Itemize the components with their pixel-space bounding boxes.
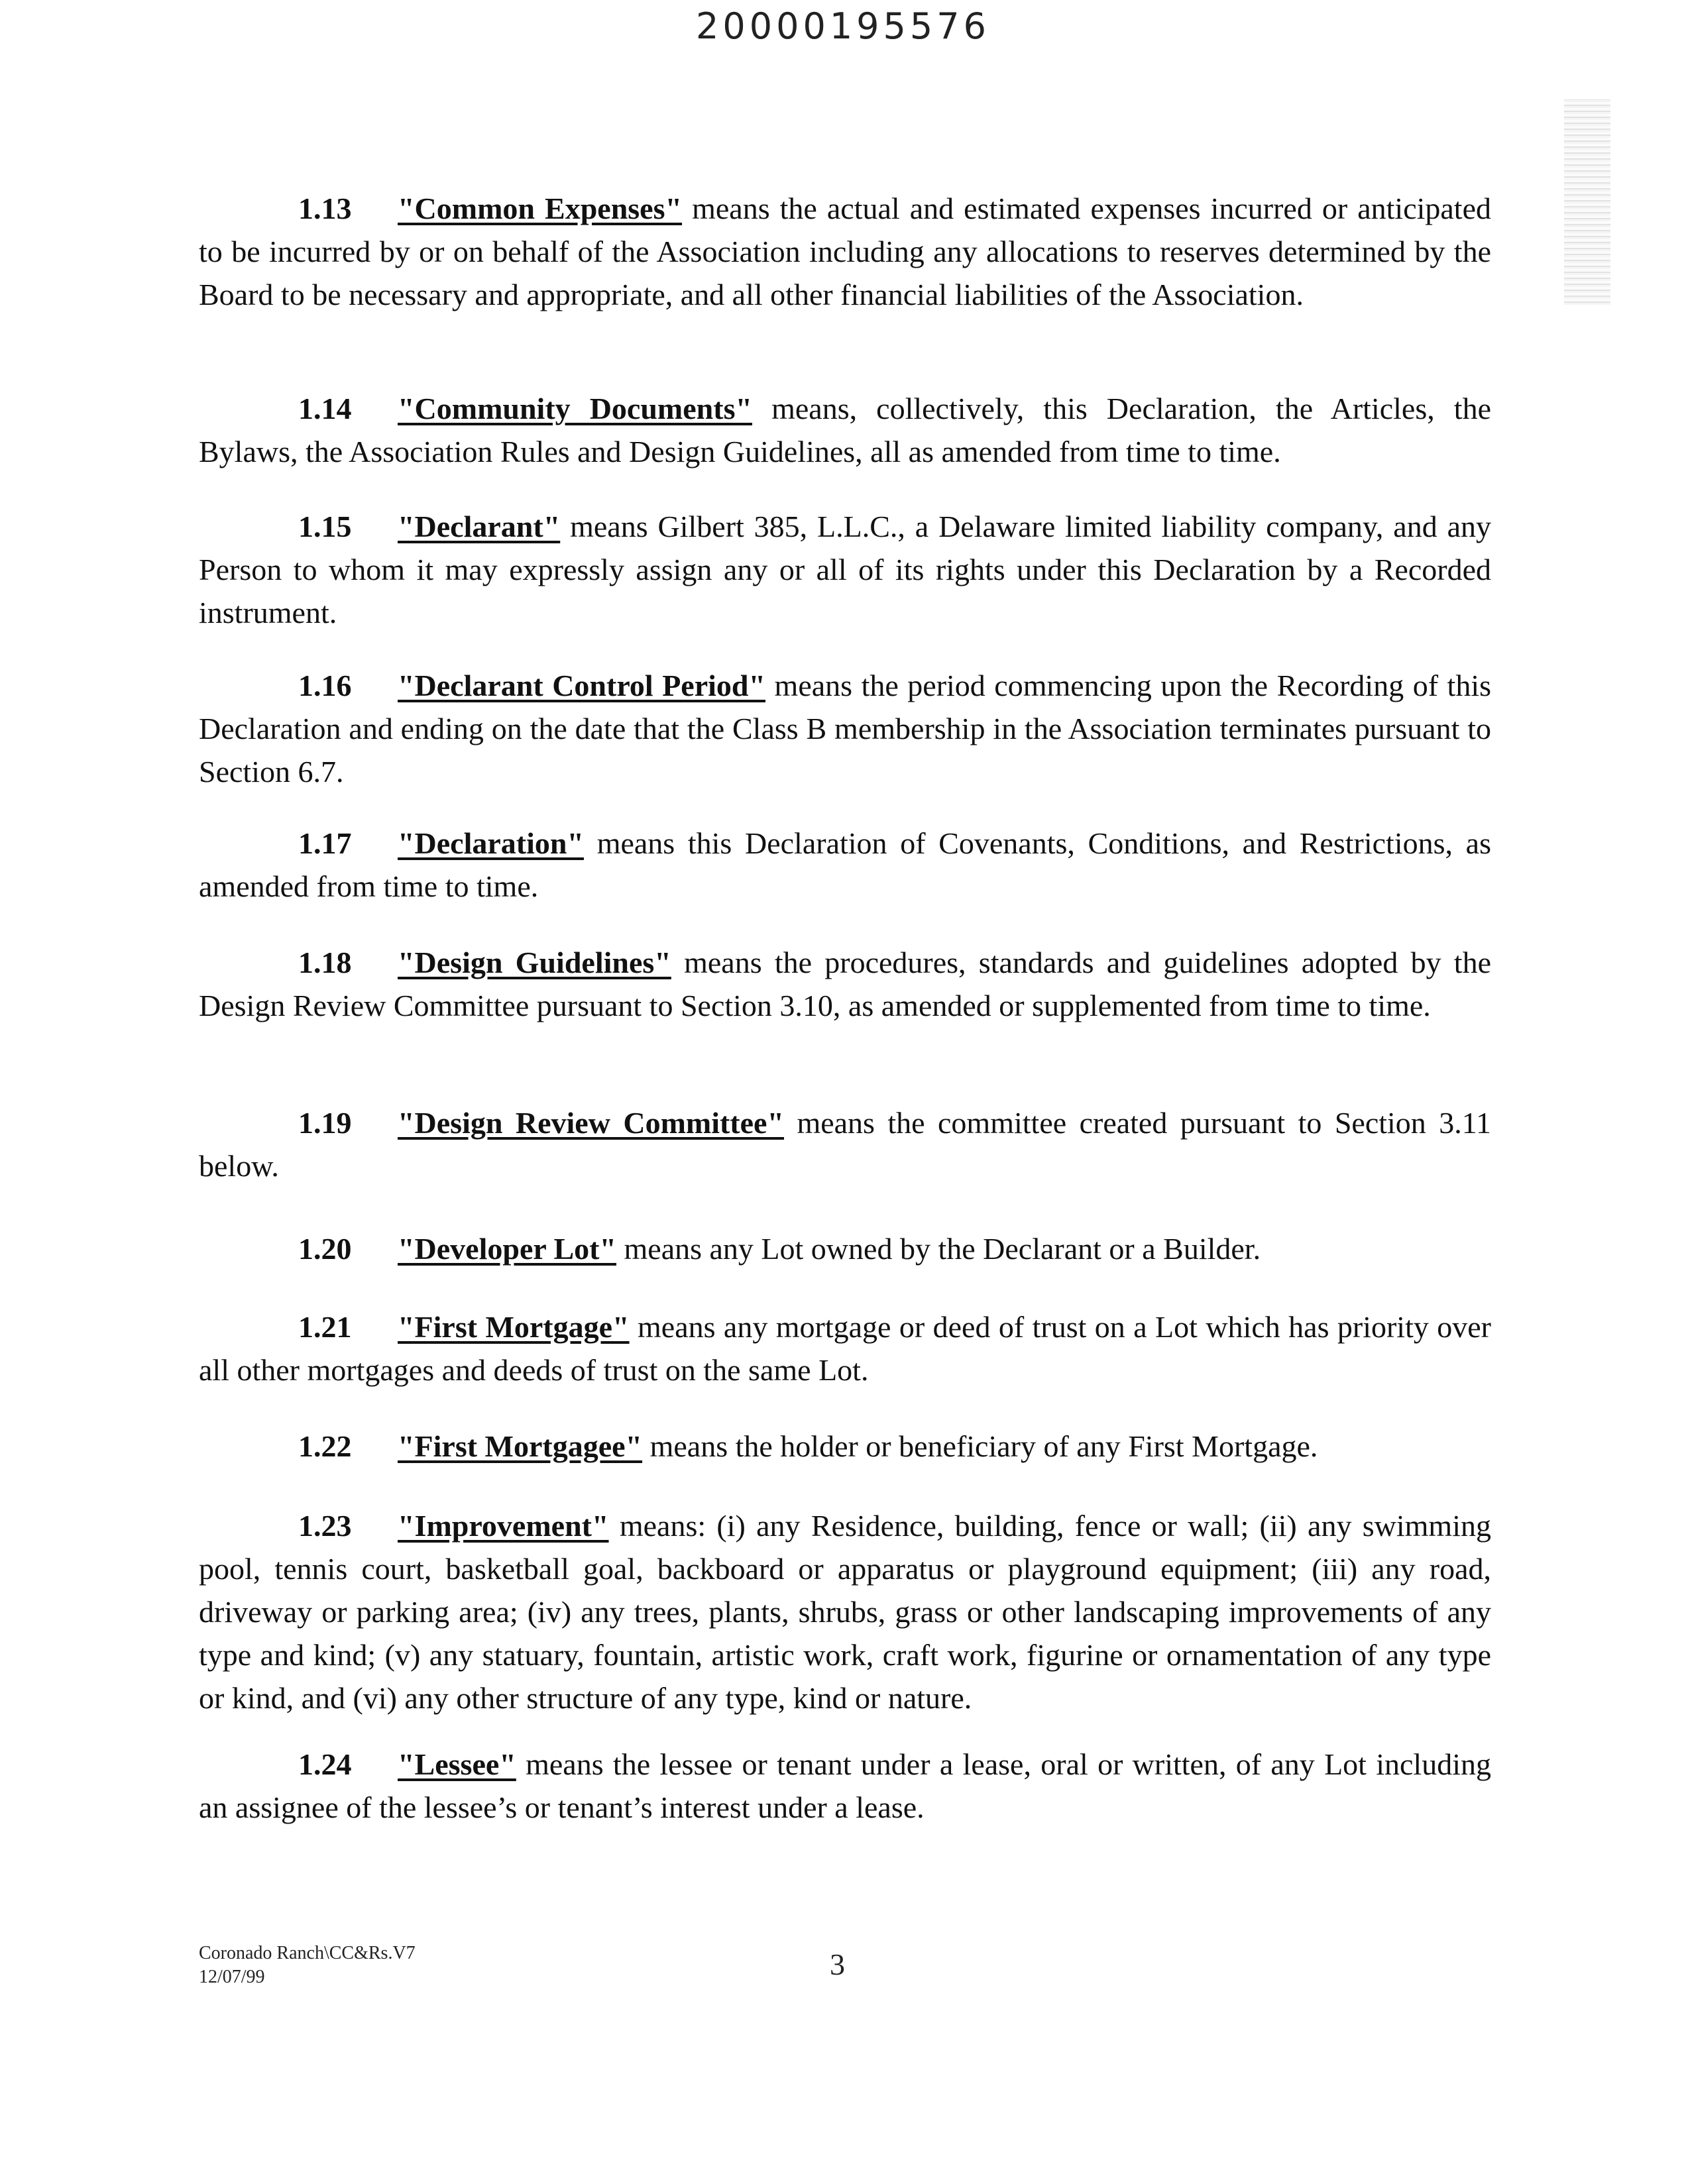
definition-text: means: (i) any Residence, building, fence or wall; (ii) any swimming pool, tennis court, basketball goal, backboard or apparatus or playground equipment; (iii) any road, driveway or parking area; (iv) any trees, plants, shrubs, grass or other landscaping improvements of any type and kind; (v) any statuary, fountain, artistic work, craft work, figurine or ornamentation of any type or kind, and (vi) any other structure of any type, kind or nature. (199, 1509, 1491, 1715)
definition-text: means any Lot owned by the Declarant or a Builder. (624, 1232, 1261, 1266)
section-number: 1.23 (298, 1509, 352, 1543)
section-1-18 (199, 941, 1491, 1027)
defined-term: "Developer Lot" (398, 1232, 616, 1266)
defined-term: "First Mortgage" (398, 1310, 630, 1344)
definition-text: means this Declaration of Covenants, Conditions, and Restrictions, as amended from time to time. (199, 826, 1491, 903)
section-1-24 (199, 1743, 1491, 1829)
section-number: 1.14 (298, 392, 352, 425)
section-1-14 (199, 387, 1491, 473)
definition-text: means the holder or beneficiary of any First Mortgage. (649, 1429, 1318, 1463)
page-number: 3 (830, 1947, 845, 1981)
section-number: 1.16 (298, 669, 352, 702)
section-1-20 (199, 1227, 1491, 1270)
section-1-15 (199, 505, 1491, 634)
section-1-22 (199, 1425, 1491, 1468)
footer-file-ref: Coronado Ranch\CC&Rs.V7 (199, 1943, 416, 1963)
definition-text: means the procedures, standards and guidelines adopted by the Design Review Committee pursuant to Section 3.10, as amended or supplemented from time to time. (199, 946, 1492, 1022)
document-number: 20000195576 (696, 5, 990, 47)
section-number: 1.21 (298, 1310, 352, 1344)
defined-term: "Community Documents" (398, 392, 753, 425)
definition-text: means the period commencing upon the Recording of this Declaration and ending on the date that the Class B membership in the Association terminates pursuant to Section 6.7. (199, 669, 1492, 789)
defined-term: "Declaration" (398, 826, 585, 860)
definition-text: means any mortgage or deed of trust on a Lot which has priority over all other mortgages and deeds of trust on the same Lot. (199, 1310, 1492, 1387)
defined-term: "Declarant" (398, 510, 561, 543)
section-1-13 (199, 187, 1491, 316)
section-number: 1.24 (298, 1747, 352, 1781)
defined-term: "Declarant Control Period" (398, 669, 766, 702)
section-number: 1.18 (298, 946, 352, 979)
definition-text: means the lessee or tenant under a lease, oral or written, of any Lot including an assignee of the lessee’s or tenant’s interest under a lease. (199, 1747, 1491, 1824)
section-1-21 (199, 1305, 1491, 1392)
definition-text: means the actual and estimated expenses incurred or anticipated to be incurred by or on behalf of the Association including any allocations to reserves determined by the Board to be necessary and appropriate, and all other financial liabilities of the Association. (199, 191, 1492, 311)
section-1-16 (199, 664, 1491, 793)
footer-date: 12/07/99 (199, 1967, 265, 1987)
section-1-19 (199, 1101, 1491, 1187)
defined-term: "Lessee" (398, 1747, 516, 1781)
section-1-17 (199, 822, 1491, 908)
section-number: 1.20 (298, 1232, 352, 1266)
section-number: 1.15 (298, 510, 352, 543)
section-1-23 (199, 1504, 1491, 1720)
definition-text: means Gilbert 385, L.L.C., a Delaware limited liability company, and any Person to whom it may expressly assign any or all of its rights under this Declaration by a Recorded instrument. (199, 510, 1491, 629)
definition-text: means the committee created pursuant to Section 3.11 below. (199, 1106, 1492, 1183)
section-number: 1.13 (298, 191, 352, 225)
defined-term: "Design Review Committee" (398, 1106, 784, 1140)
definition-text: means, collectively, this Declaration, the Articles, the Bylaws, the Association Rules and Design Guidelines, all as amended from time to time. (199, 392, 1491, 468)
section-number: 1.22 (298, 1429, 352, 1463)
footer-reference (199, 1941, 416, 1989)
recording-stamp (1564, 99, 1610, 305)
defined-term: "First Mortgagee" (398, 1429, 643, 1463)
defined-term: "Improvement" (398, 1509, 609, 1543)
section-number: 1.17 (298, 826, 352, 860)
defined-term: "Common Expenses" (398, 191, 683, 225)
section-number: 1.19 (298, 1106, 352, 1140)
defined-term: "Design Guidelines" (398, 946, 671, 979)
